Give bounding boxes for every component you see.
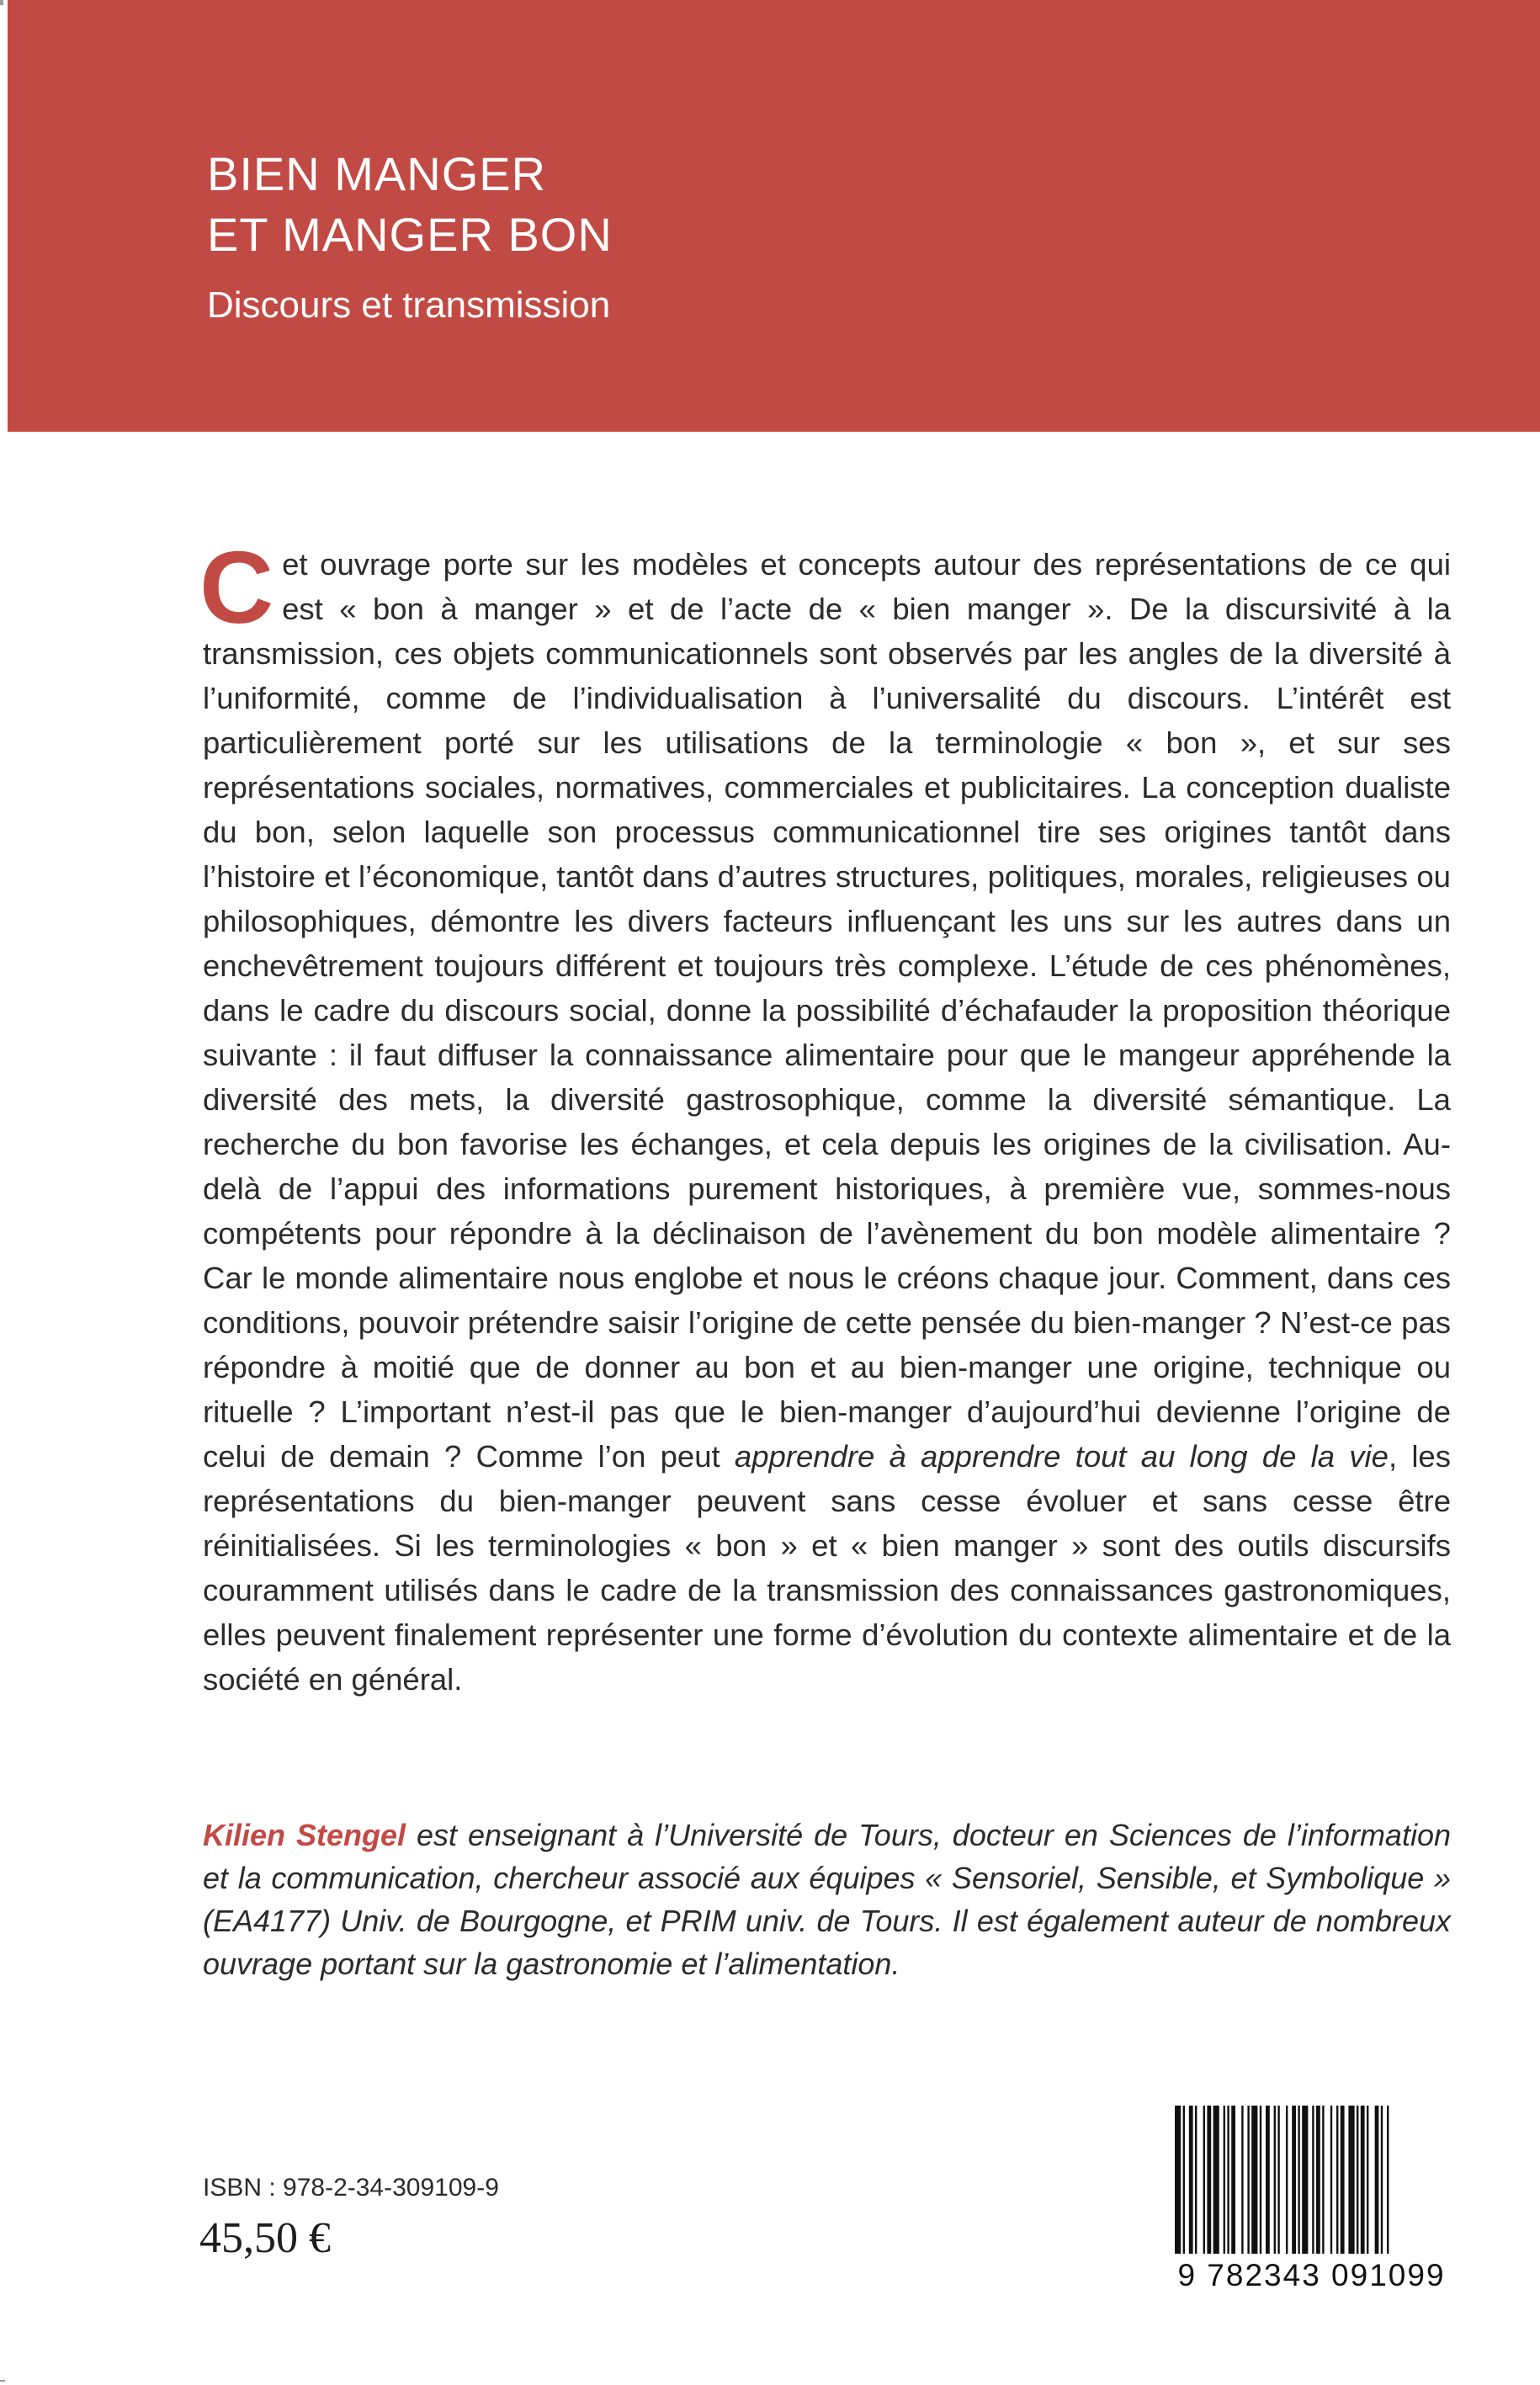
barcode-bar: [1292, 2106, 1296, 2254]
author-name: Kilien Stengel: [203, 1818, 406, 1852]
barcode-bar: [1227, 2106, 1229, 2254]
barcode-bar: [1277, 2106, 1279, 2254]
barcode-bar: [1361, 2106, 1365, 2254]
barcode-bar: [1266, 2106, 1270, 2254]
barcode-bar: [1203, 2106, 1205, 2254]
barcode-bar: [1175, 2106, 1181, 2254]
crop-mark-bottom: [0, 2380, 5, 2382]
crop-mark-top: [0, 0, 3, 5]
drop-cap-letter: C: [199, 530, 274, 645]
summary-text-part-1: et ouvrage porte sur les modèles et concepts autour des représentations de ce qui est « bon à manger » et de l’acte de « bien manger ». De la discursivité à la transmission, ces objets communicationnels sont observés par les angles de la diversité à l’uniformité, comme de l’individualisation à l’universalité du discours. L’intérêt est particulièrement porté sur les utilisations de la terminologie « bon », et sur ses représentations sociales, normatives, commerciales et publicitaires. La conception dualiste du bon, selon laquelle son processus communicationnel tire ses origines tantôt dans l’histoire et l’économique, tantôt dans d’autres structures, politiques, morales, religieuses ou philosophiques, démontre les divers facteurs influençant les uns sur les autres dans un enchevêtrement toujours différent et toujours très complexe. L’étude de ces phénomènes, dans le cadre du discours social, donne la possibilité d’échafauder la proposition théorique suivante : il faut diffuser la connaissance alimentaire pour que le mangeur appréhende la diversité des mets, la diversité gastrosophique, comme la diversité sémantique. La recherche du bon favorise les échanges, et cela depuis les origines de la civilisation. Au-delà de l’appui des informations purement historiques, à première vue, sommes-nous compétents pour répondre à la déclinaison de l’avènement du bon modèle alimentaire ? Car le monde alimentaire nous englobe et nous le créons chaque jour. Comment, dans ces conditions, pouvoir prétendre saisir l’origine de cette pensée du bien-manger ? N’est-ce pas répondre à moitié que de donner au bon et au bien-manger une origine, technique ou rituelle ? L’important n’est-il pas que le bien-manger d’aujourd’hui devienne l’origine de celui de demain ? Comme l’on peut: [203, 547, 1451, 1474]
summary-text-part-2: , les représentations du bien-manger peuvent sans cesse évoluer et sans cesse être réinitialisées. Si les terminologies « bon » et « bien manger » sont des outils discursifs couramment utilisés dans le cadre de la transmission des connaissances gastronomiques, elles peuvent finalement représenter une forme d’évolution du contexte alimentaire et de la société en général.: [203, 1439, 1451, 1697]
barcode-bar: [1341, 2106, 1345, 2254]
barcode-bar: [1286, 2106, 1288, 2254]
barcode-bar: [1312, 2106, 1314, 2254]
barcode-bar: [1316, 2106, 1320, 2254]
barcode-bar: [1298, 2106, 1299, 2254]
barcode-bars-icon: [1173, 2106, 1451, 2255]
author-bio-paragraph: [203, 1814, 1451, 1985]
barcode-bar: [1375, 2106, 1379, 2254]
barcode-bar: [1241, 2106, 1243, 2254]
barcode-bar: [1336, 2106, 1338, 2254]
barcode-bar: [1195, 2106, 1197, 2254]
barcode-bar: [1387, 2106, 1389, 2254]
summary-paragraph: [199, 530, 1451, 1702]
price-label: 45,50 €: [199, 2214, 331, 2262]
barcode-bar: [1357, 2106, 1358, 2254]
barcode-bar: [1224, 2106, 1225, 2254]
barcode-bar: [1213, 2106, 1219, 2254]
barcode-bar: [1330, 2106, 1332, 2254]
title-line-1: BIEN MANGER: [207, 147, 547, 200]
barcode-bar: [1183, 2106, 1185, 2254]
barcode-bar: [1231, 2106, 1235, 2254]
barcode-bar: [1260, 2106, 1261, 2254]
barcode-bar: [1251, 2106, 1257, 2254]
barcode-bar: [1348, 2106, 1354, 2254]
barcode-bar: [1247, 2106, 1249, 2254]
author-bio: est enseignant à l’Université de Tours, docteur en Sciences de l’information et la communication, chercheur associé aux équipes « Sensoriel, Sensible, et Symbolique » (EA4177) Univ. de Bourgogne, et PRIM univ. de Tours. Il est également auteur de nombreux ouvrage portant sur la gastronomie et l’alimentation.: [203, 1818, 1451, 1981]
summary-italic-phrase: apprendre à apprendre tout au long de la vie: [734, 1439, 1389, 1474]
barcode-bar: [1381, 2106, 1383, 2254]
barcode-digits: 9 782343 091099: [1177, 2258, 1446, 2292]
barcode-bar: [1207, 2106, 1211, 2254]
barcode-bar: [1189, 2106, 1193, 2254]
subtitle: Discours et transmission: [207, 284, 611, 326]
barcode-bar: [1274, 2106, 1276, 2254]
barcode-bar: [1302, 2106, 1308, 2254]
barcode: [1161, 2106, 1462, 2297]
barcode-bar: [1322, 2106, 1324, 2254]
barcode-bar: [1367, 2106, 1368, 2254]
isbn-label: ISBN : 978-2-34-309109-9: [203, 2174, 499, 2202]
title-line-2: ET MANGER BON: [207, 208, 613, 261]
